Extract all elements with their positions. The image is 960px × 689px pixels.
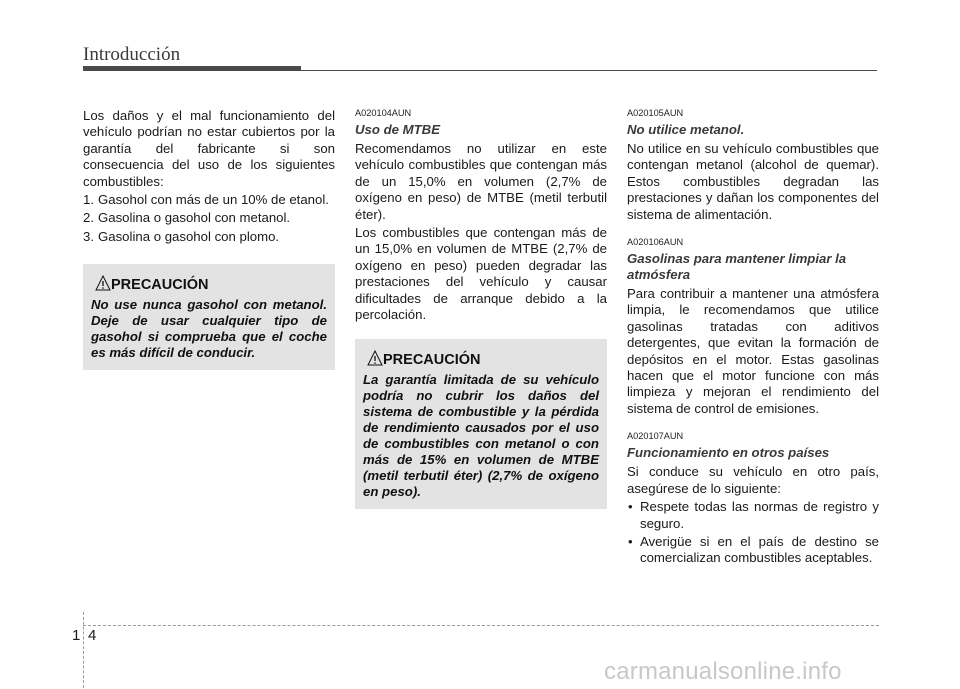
- page-header-title: Introducción: [83, 44, 181, 65]
- section-paragraph: Para contribuir a mantener una atmósfera limpia, le recomendamos que utilice gasolinas tratadas con aditivos detergentes, que evitan la formación de depósitos en el motor. Estas gasolinas hacen que el motor funcione con más limpieza y mejoran el rendimiento del sistema de control de emisiones.: [627, 286, 879, 416]
- footer-horizontal-rule: [83, 625, 879, 626]
- column-1: [83, 108, 335, 370]
- section-paragraph: No utilice en su vehículo combustibles que contengan metanol (alcohol de quemar). Estos combustibles degradan las prestaciones y dañan los componentes del sistema de alimentación.: [627, 141, 879, 222]
- bullet-icon: •: [628, 499, 633, 515]
- caution-box: [83, 264, 335, 370]
- list-item: [627, 534, 879, 567]
- warning-triangle-icon: [95, 275, 111, 291]
- caution-text: No use nunca gasohol con metanol. Deje de usar cualquier tipo de gasohol si comprueba que el coche es más difícil de conducir.: [91, 297, 327, 361]
- section-heading: Uso de MTBE: [355, 122, 440, 137]
- page-number: 4: [88, 627, 97, 644]
- list-number: 2.: [83, 210, 94, 226]
- list-number: 3.: [83, 228, 94, 244]
- header-accent-bar: [83, 66, 301, 71]
- column-2: [355, 108, 607, 509]
- footer-vertical-rule: [83, 612, 84, 688]
- watermark-text: carmanualsonline.info: [604, 658, 842, 685]
- caution-header: [91, 273, 327, 297]
- list-text: Gasolina o gasohol con metanol.: [98, 210, 291, 226]
- intro-paragraph: Los daños y el mal funcionamiento del vehículo podrían no estar cubiertos por la garantía del fabricante si son consecuencia del uso de los siguientes combustibles:: [83, 108, 335, 189]
- list-item: [83, 229, 335, 245]
- section-code: A020104AUN: [355, 108, 412, 118]
- section-paragraph: Si conduce su vehículo en otro país, asegúrese de lo siguiente:: [627, 464, 879, 496]
- column-3: [627, 108, 879, 569]
- caution-text: La garantía limitada de su vehículo podría no cubrir los daños del sistema de combustible y la pérdida de rendimiento causados por el uso de combustibles con metanol o con más de 15% en volumen de MTBE (metil terbutil éter) (2,7% de oxígeno en peso).: [363, 372, 599, 500]
- list-item: [83, 210, 335, 226]
- list-text: Respete todas las normas de registro y seguro.: [640, 499, 879, 531]
- fuel-list: [83, 192, 335, 245]
- list-text: Averigüe si en el país de destino se comercializan combustibles aceptables.: [640, 533, 879, 566]
- section-code: A020106AUN: [627, 237, 684, 248]
- list-item: [627, 499, 879, 532]
- chapter-number: 1: [72, 627, 81, 644]
- section-code: A020105AUN: [627, 108, 684, 118]
- caution-header: [363, 348, 599, 372]
- warning-triangle-icon: [367, 350, 383, 366]
- header-rule: [301, 70, 877, 71]
- mtbe-paragraph-2: Los combustibles que contengan más de un 15,0% en volumen de MTBE (2,7% de oxígeno en peso) pueden degradar las prestaciones del vehículo y causar dificultades de arranque debido a la percolación.: [355, 225, 607, 323]
- mtbe-paragraph-1: Recomendamos no utilizar en este vehículo combustibles que contengan más de un 15,0% en volumen (2,7% de oxígeno en peso) de MTBE (metil terbutil éter).: [355, 141, 607, 222]
- caution-box: [355, 339, 607, 509]
- list-text: Gasolina o gasohol con plomo.: [98, 228, 280, 244]
- section-heading: No utilice metanol.: [627, 122, 745, 137]
- list-item: [83, 192, 335, 208]
- section-heading: Gasolinas para mantener limpiar la atmósfera: [627, 251, 847, 283]
- section-heading: Funcionamiento en otros países: [627, 445, 830, 461]
- bullet-list: [627, 499, 879, 567]
- section-code: A020107AUN: [627, 431, 684, 442]
- list-number: 1.: [83, 192, 94, 208]
- bullet-icon: •: [628, 533, 633, 549]
- caution-title: PRECAUCIÓN: [383, 352, 481, 369]
- caution-title: PRECAUCIÓN: [111, 277, 209, 294]
- list-text: Gasohol con más de un 10% de etanol.: [98, 192, 329, 208]
